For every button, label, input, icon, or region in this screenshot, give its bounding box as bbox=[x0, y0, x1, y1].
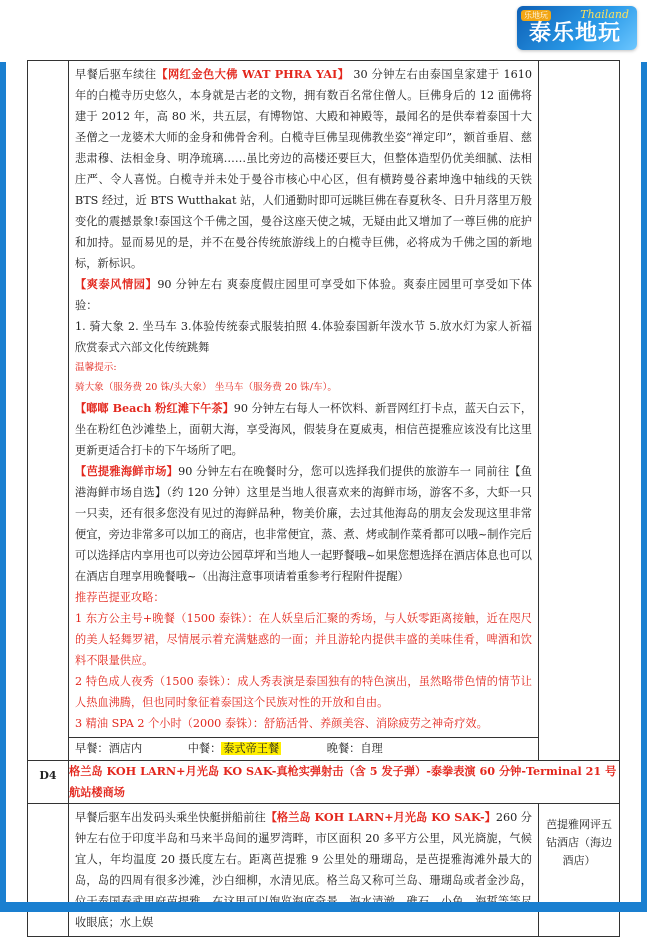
day4-title: 格兰岛 KOH LARN+月光岛 KO SAK-真枪实弹射击（含 5 发子弹）-泰拳表演 60 分钟-Terminal 21 号航站楼商场 bbox=[69, 761, 620, 804]
meal-dinner: 晚餐：自理 bbox=[326, 742, 383, 755]
recommend-item-3: 3 精油 SPA 2 个小时（2000 泰铢）：舒筋活骨、养颜美容、消除疲劳之神奇疗效。 bbox=[75, 717, 488, 730]
header-band bbox=[0, 0, 647, 62]
hotel-name: 芭提雅网评五钻酒店（海边酒店） bbox=[546, 818, 612, 867]
day3-hotel-cell bbox=[539, 61, 620, 761]
day4-content-row bbox=[28, 804, 620, 937]
highlight-island: 【格兰岛 KOH LARN+月光岛 KO SAK-】 bbox=[265, 810, 496, 824]
logo-script: Thailand bbox=[580, 8, 629, 21]
day3-paragraph-park: 【爽泰风情园】90 分钟左右 爽泰度假庄园里可享受如下体验。爽泰庄园里可享受如下体验： bbox=[75, 277, 532, 312]
logo-text: 泰乐地玩 bbox=[529, 21, 622, 46]
itinerary-table bbox=[27, 60, 620, 937]
day4-paragraph-island: 早餐后驱车出发码头乘坐快艇拼船前往【格兰岛 KOH LARN+月光岛 KO SAK-】260 分钟左右位于印度半岛和马来半岛间的暹罗湾畔，市区面积 20 多平方公里，风光旖旎，气候宜人，年均温度 20 摄氏度左右。距离芭提雅 9 公里处的珊瑚岛，是芭提雅海滩外最大的岛，岛的四周有很多沙滩，沙白细柳，水清见底。格兰岛又称可兰岛、珊瑚岛或者金沙岛， 收眼底；水上娱 bbox=[75, 810, 532, 929]
brand-logo bbox=[517, 6, 637, 50]
day3-content-row bbox=[28, 61, 620, 761]
day3-content-cell bbox=[69, 61, 539, 761]
day3-meals bbox=[69, 738, 538, 760]
recommend-title: 推荐芭提亚攻略： bbox=[75, 591, 165, 604]
day4-day-cell bbox=[28, 804, 69, 937]
day3-day-cell bbox=[28, 61, 69, 761]
tip-title: 温馨提示: bbox=[75, 362, 117, 373]
logo-badge: 乐地玩 bbox=[521, 10, 551, 21]
day4-title-row bbox=[28, 761, 620, 804]
footer-band bbox=[0, 902, 647, 912]
recommend-item-2: 2 特色成人夜秀（1500 泰铢）：成人秀表演是泰国独有的特色演出，虽然略带色情的情节让人热血沸腾，但也同时象征着泰国这个民族对性的开放和自由。 bbox=[75, 675, 532, 709]
meal-breakfast: 早餐：酒店内 bbox=[75, 742, 143, 755]
day3-paragraph-beach: 【啷啷 Beach 粉红滩下午茶】90 分钟左右每人一杯饮料、新晋网红打卡点，蓝天白云下，坐在粉红色沙滩垫上，面朝大海，享受海风，假装身在夏威夷，相信芭提雅应该没有比这里更新更适合打卡的下午场所了吧。 bbox=[75, 401, 533, 457]
meal-lunch-label: 中餐： bbox=[187, 742, 222, 755]
day3-paragraph-market: 【芭提雅海鲜市场】90 分钟左右在晚餐时分，您可以选择我们提供的旅游车一 同前往【鱼港海鲜市场自选】（约 120 分钟）这里是当地人很喜欢来的海鲜市场，游客不多，大虾一只一只卖，还有很多您没有见过的海鲜品种，物美价廉，去过其他海岛的朋友会发现这里非常便宜，旁边非常多可以加工的商店，也非常便宜，蒸、煮、烤或制作菜肴都可以哦~制作完后可以选择店内享用也可以旁边公园草坪和当地人一起野餐哦~如果您想选择在酒店体息也可以在酒店自理享用晚餐哦~（出海注意事项请着重参考行程附件提醒） bbox=[75, 464, 532, 583]
day3-activity-list: 1. 骑大象 2. 坐马车 3.体验传统泰式服装拍照 4.体验泰国新年泼水节 5.放水灯为家人祈福 欣赏泰式六部文化传统跳舞 bbox=[75, 320, 532, 354]
meal-lunch-value: 泰式帝王餐 bbox=[223, 742, 280, 755]
tip-line: 骑大象（服务费 20 铢/头大象） 坐马车（服务费 20 铢/车）。 bbox=[75, 382, 337, 393]
day4-label: D4 bbox=[28, 761, 69, 804]
day3-paragraph-buddha: 早餐后驱车续往【网红金色大佛 WAT PHRA YAI】 30 分钟左右由泰国皇家建于 1610 年的白榄寺历史悠久，本身就是古老的文物，拥有数百名常住僧人。巨佛身后的 12 面佛将建于 2012 年，高 80 米，共五层，有博物馆、大殿和神殿等，最闻名的是供奉着泰国十大圣僧之一龙婆术大师的金身和佛骨舍利。白榄寺巨佛呈现佛教坐姿“禅定印”，额首垂眉、慈悲肃穆、法相金身、明净琉璃……虽比旁边的高楼还要巨大，但整体造型仍优美细腻、法相庄严、令人喜悦。白榄寺并未处于曼谷市核心中心区，但有横跨曼谷素坤逸中轴线的天铁 BTS 经过，近 BTS Wutthakat 站，人们通勤时即可远眺巨佛在春夏秋冬、日升月落里万般变化的震撼景象!泰国这个千佛之国，曼谷这座天使之城，无疑由此又增加了一尊巨佛的庇护和加持。显而易见的是，并不在曼谷传统旅游线上的白榄寺巨佛，必将成为千佛之国的新地标，新标识。 bbox=[75, 67, 532, 270]
day4-content-cell bbox=[69, 804, 539, 937]
day4-hotel bbox=[539, 804, 620, 937]
highlight-market: 【芭提雅海鲜市场】 bbox=[75, 464, 179, 478]
highlight-buddha: 【网红金色大佛 WAT PHRA YAI】 bbox=[156, 67, 350, 81]
highlight-park: 【爽泰风情园】 bbox=[75, 277, 158, 291]
highlight-beach: 【啷啷 Beach 粉红滩下午茶】 bbox=[75, 401, 234, 415]
recommend-item-1: 1 东方公主号+晚餐（1500 泰铢）：在人妖皇后汇聚的秀场，与人妖零距离接触，近在咫尺的美人轻舞罗裙，尽情展示着充满魅惑的一面；并且游轮内提供丰盛的美味佳肴，啤酒和饮料不限量供应。 bbox=[75, 612, 532, 667]
